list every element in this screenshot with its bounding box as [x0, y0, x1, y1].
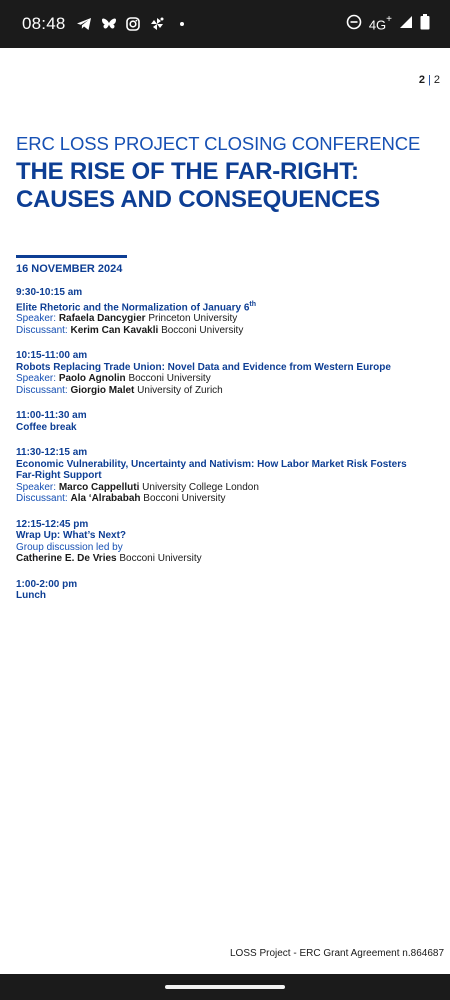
main-title: THE RISE OF THE FAR-RIGHT: CAUSES AND CONSEQUENCES: [16, 158, 380, 213]
instagram-icon: [126, 17, 140, 31]
notification-dot: [180, 22, 184, 26]
session-title: Robots Replacing Trade Union: Novel Data and Evidence from Western Europe: [16, 361, 391, 373]
agenda-session: [16, 519, 436, 565]
session-title: Lunch: [16, 590, 46, 602]
agenda-session: [16, 579, 436, 602]
page-indicator: 2 | 2: [418, 74, 440, 86]
session-title: Economic Vulnerability, Uncertainty and Nativism: How Labor Market Risk Fosters: [16, 458, 407, 470]
discussant-line: Discussant: Ala ‘Alrababah Bocconi University: [16, 493, 226, 505]
telegram-icon: [76, 17, 92, 31]
agenda-session: [16, 447, 436, 505]
led-by-label: Group discussion led by: [16, 541, 123, 553]
session-time: 1:00-2:00 pm: [16, 578, 78, 590]
home-gesture-handle[interactable]: [165, 985, 285, 989]
pdf-page[interactable]: [0, 48, 450, 974]
agenda-session: [16, 350, 436, 396]
system-icons: [346, 14, 430, 35]
session-title: Wrap Up: What’s Next?: [16, 530, 127, 542]
discussant-line: Discussant: Giorgio Malet University of Zurich: [16, 384, 223, 396]
status-time: 08:48: [22, 14, 66, 33]
network-type: 4G+: [368, 13, 392, 33]
battery-icon: [420, 14, 430, 35]
session-title: Coffee break: [16, 421, 77, 433]
session-time: 11:00-11:30 am: [16, 410, 87, 422]
status-bar: [0, 0, 450, 48]
session-title: Elite Rhetoric and the Normalization of January 6th: [16, 300, 256, 313]
butterfly-icon: [101, 17, 117, 31]
notification-icons: [76, 17, 184, 31]
session-time: 10:15-11:00 am: [16, 350, 88, 362]
pinwheel-icon: [149, 17, 165, 31]
speaker-line: Speaker: Paolo Agnolin Bocconi University: [16, 373, 211, 385]
leader-line: Catherine E. De Vries Bocconi University: [16, 553, 202, 565]
conference-date: 16 NOVEMBER 2024: [16, 263, 123, 275]
session-title-continued: Far-Right Support: [16, 470, 102, 482]
navigation-bar: [0, 974, 450, 1000]
divider-rule: [16, 255, 127, 258]
session-time: 9:30-10:15 am: [16, 287, 83, 298]
conference-title: ERC LOSS PROJECT CLOSING CONFERENCE: [16, 133, 421, 154]
speaker-line: Speaker: Marco Cappelluti University College London: [16, 481, 259, 493]
session-time: 12:15-12:45 pm: [16, 518, 89, 530]
signal-icon: [399, 15, 413, 34]
agenda-session: [16, 287, 436, 336]
session-time: 11:30-12:15 am: [16, 447, 88, 459]
agenda-session: [16, 410, 436, 433]
discussant-line: Discussant: Kerim Can Kavakli Bocconi University: [16, 324, 244, 336]
page-footer: LOSS Project - ERC Grant Agreement n.864687: [230, 948, 444, 959]
dnd-icon: [346, 14, 362, 35]
speaker-line: Speaker: Rafaela Dancygier Princeton University: [16, 313, 238, 325]
agenda: [16, 287, 436, 616]
